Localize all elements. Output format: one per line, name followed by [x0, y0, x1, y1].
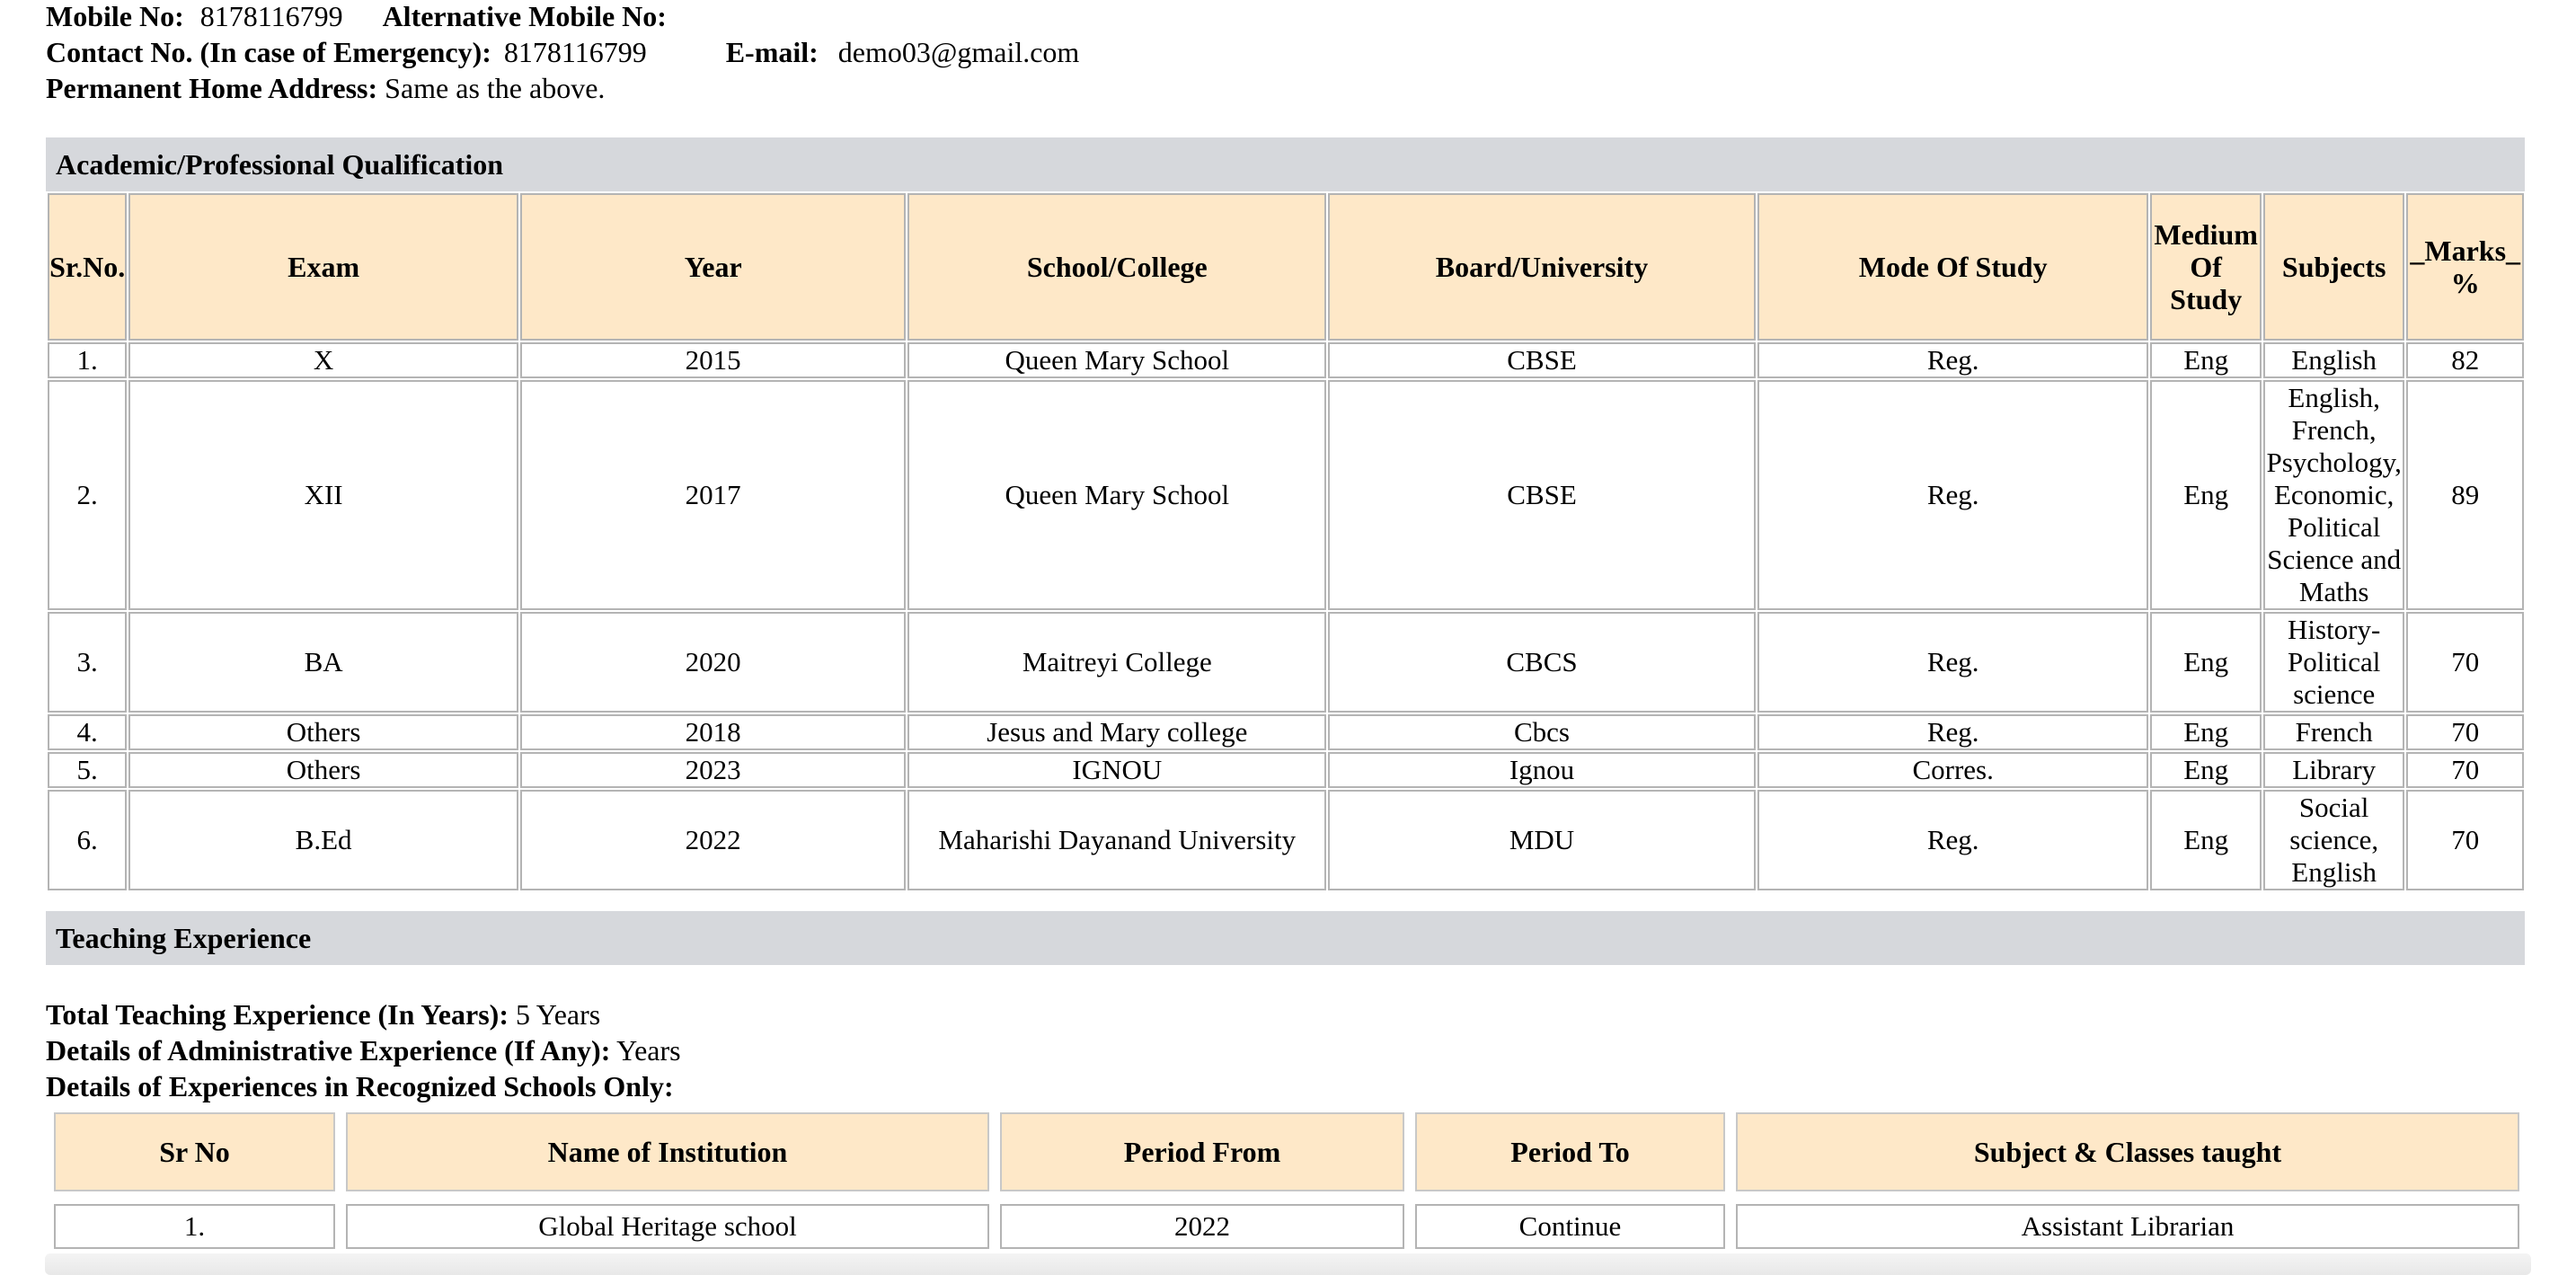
table-row — [54, 1204, 2519, 1249]
cell-mode: Reg. — [1757, 790, 2149, 890]
cell-school: Jesus and Mary college — [907, 714, 1326, 750]
header-subjects: Subjects — [2263, 193, 2405, 341]
cell-exam: Others — [128, 752, 518, 788]
experience-header-row — [54, 1112, 2519, 1191]
cell-exam: BA — [128, 612, 518, 713]
cell-school: IGNOU — [907, 752, 1326, 788]
address-value: Same as the above. — [385, 72, 606, 104]
teaching-section-title: Teaching Experience — [46, 911, 2525, 965]
table-row — [48, 790, 2524, 890]
cell-year: 2023 — [520, 752, 907, 788]
cell-mode: Reg. — [1757, 612, 2149, 713]
cell-subjects: English — [2263, 342, 2405, 378]
cell-year: 2015 — [520, 342, 907, 378]
cell-marks: 70 — [2406, 752, 2524, 788]
header-srno: Sr.No. — [48, 193, 127, 341]
recognized-experience-line — [46, 1068, 674, 1104]
exp-cell-subject: Assistant Librarian — [1736, 1204, 2519, 1249]
exp-cell-period-from: 2022 — [1000, 1204, 1404, 1249]
emergency-value: 8178116799 — [503, 36, 647, 68]
cell-medium: Eng — [2150, 714, 2261, 750]
email-label: E-mail: — [725, 36, 819, 68]
total-experience-value: 5 Years — [515, 998, 601, 1031]
contact-line-2 — [46, 34, 1079, 70]
exp-header-period-from: Period From — [1000, 1112, 1404, 1191]
cell-medium: Eng — [2150, 612, 2261, 713]
table-row — [48, 612, 2524, 713]
cell-medium: Eng — [2150, 790, 2261, 890]
exp-cell-srno: 1. — [54, 1204, 335, 1249]
cell-medium: Eng — [2150, 342, 2261, 378]
cell-srno: 4. — [48, 714, 127, 750]
header-marks: _Marks_ % — [2406, 193, 2524, 341]
cell-mode: Reg. — [1757, 342, 2149, 378]
cell-year: 2018 — [520, 714, 907, 750]
cell-subjects: Library — [2263, 752, 2405, 788]
cell-marks: 89 — [2406, 380, 2524, 610]
exp-header-institution: Name of Institution — [346, 1112, 989, 1191]
emergency-label: Contact No. (In case of Emergency): — [46, 36, 491, 68]
cell-subjects: Social science, English — [2263, 790, 2405, 890]
header-exam: Exam — [128, 193, 518, 341]
table-row — [48, 380, 2524, 610]
cell-mode: Reg. — [1757, 714, 2149, 750]
cell-srno: 6. — [48, 790, 127, 890]
cell-year: 2017 — [520, 380, 907, 610]
cell-exam: XII — [128, 380, 518, 610]
contact-line-1 — [46, 0, 667, 34]
cell-marks: 82 — [2406, 342, 2524, 378]
cell-subjects: English, French, Psychology, Economic, Political Science and Maths — [2263, 380, 2405, 610]
header-year: Year — [520, 193, 907, 341]
qualification-table — [46, 191, 2526, 892]
exp-header-period-to: Period To — [1415, 1112, 1725, 1191]
cell-year: 2020 — [520, 612, 907, 713]
cell-year: 2022 — [520, 790, 907, 890]
address-label: Permanent Home Address: — [46, 72, 378, 104]
cell-board: CBSE — [1328, 342, 1756, 378]
header-school: School/College — [907, 193, 1326, 341]
recognized-experience-label: Details of Experiences in Recognized Schools Only: — [46, 1070, 674, 1102]
cell-school: Queen Mary School — [907, 342, 1326, 378]
exp-cell-institution: Global Heritage school — [346, 1204, 989, 1249]
cell-school: Queen Mary School — [907, 380, 1326, 610]
cell-srno: 5. — [48, 752, 127, 788]
cell-marks: 70 — [2406, 612, 2524, 713]
cell-medium: Eng — [2150, 752, 2261, 788]
contact-line-3 — [46, 70, 605, 106]
header-medium: Medium Of Study — [2150, 193, 2261, 341]
cell-board: CBCS — [1328, 612, 1756, 713]
mobile-value: 8178116799 — [199, 0, 343, 32]
qualification-header-row — [48, 193, 2524, 341]
cell-board: MDU — [1328, 790, 1756, 890]
cell-medium: Eng — [2150, 380, 2261, 610]
cell-school: Maitreyi College — [907, 612, 1326, 713]
cell-exam: B.Ed — [128, 790, 518, 890]
cell-subjects: French — [2263, 714, 2405, 750]
cell-marks: 70 — [2406, 714, 2524, 750]
header-board: Board/University — [1328, 193, 1756, 341]
cell-srno: 3. — [48, 612, 127, 713]
row-spacer — [54, 1191, 2519, 1204]
exp-header-srno: Sr No — [54, 1112, 335, 1191]
bottom-shadow — [45, 1253, 2531, 1275]
table-row — [48, 342, 2524, 378]
cell-srno: 1. — [48, 342, 127, 378]
experience-table — [43, 1112, 2530, 1249]
table-row — [48, 752, 2524, 788]
mobile-label: Mobile No: — [46, 0, 184, 32]
qualification-section-title: Academic/Professional Qualification — [46, 137, 2525, 191]
cell-subjects: History-Political science — [2263, 612, 2405, 713]
cell-exam: X — [128, 342, 518, 378]
admin-experience-value: Years — [616, 1034, 681, 1067]
admin-experience-line — [46, 1032, 681, 1068]
cell-marks: 70 — [2406, 790, 2524, 890]
cell-mode: Reg. — [1757, 380, 2149, 610]
total-experience-line — [46, 996, 600, 1032]
cell-board: Cbcs — [1328, 714, 1756, 750]
cell-school: Maharishi Dayanand University — [907, 790, 1326, 890]
header-mode: Mode Of Study — [1757, 193, 2149, 341]
cell-board: Ignou — [1328, 752, 1756, 788]
cell-exam: Others — [128, 714, 518, 750]
exp-header-subject: Subject & Classes taught — [1736, 1112, 2519, 1191]
cell-srno: 2. — [48, 380, 127, 610]
alt-mobile-label: Alternative Mobile No: — [382, 0, 667, 32]
cell-board: CBSE — [1328, 380, 1756, 610]
cell-mode: Corres. — [1757, 752, 2149, 788]
table-row — [48, 714, 2524, 750]
exp-cell-period-to: Continue — [1415, 1204, 1725, 1249]
admin-experience-label: Details of Administrative Experience (If Any): — [46, 1034, 611, 1067]
email-value: demo03@gmail.com — [837, 36, 1080, 68]
total-experience-label: Total Teaching Experience (In Years): — [46, 998, 509, 1031]
